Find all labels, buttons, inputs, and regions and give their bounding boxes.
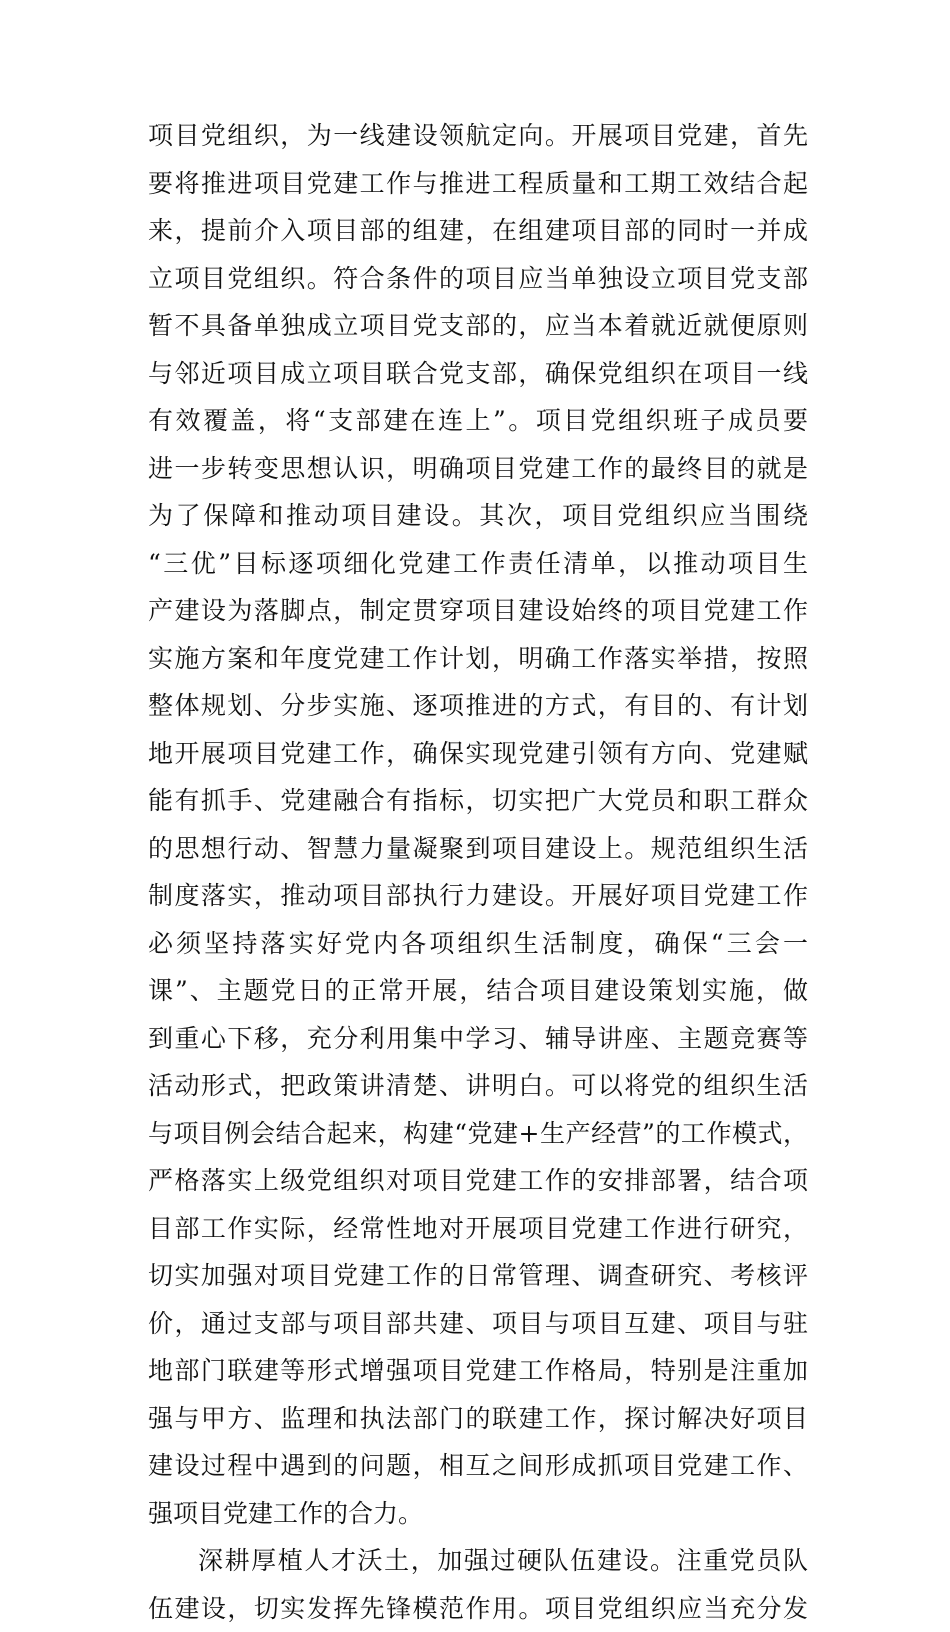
text-line: 价，通过支部与项目部共建、项目与项目互建、项目与驻 (148, 1300, 808, 1348)
text-line: 必须坚持落实好党内各项组织生活制度，确保“三会一 (148, 920, 808, 968)
text-line: 切实加强对项目党建工作的日常管理、调查研究、考核评 (148, 1252, 808, 1300)
text-line: 暂不具备单独成立项目党支部的，应当本着就近就便原则 (148, 302, 808, 350)
text-line: 立项目党组织。符合条件的项目应当单独设立项目党支部 (148, 255, 808, 303)
text-line: 活动形式，把政策讲清楚、讲明白。可以将党的组织生活 (148, 1062, 808, 1110)
text-line: 目部工作实际，经常性地对开展项目党建工作进行研究， (148, 1205, 808, 1253)
text-line: 来，提前介入项目部的组建，在组建项目部的同时一并成 (148, 207, 808, 255)
text-line: 地开展项目党建工作，确保实现党建引领有方向、党建赋 (148, 730, 808, 778)
text-line: 的思想行动、智慧力量凝聚到项目建设上。规范组织生活 (148, 825, 808, 873)
text-line: 强与甲方、监理和执法部门的联建工作，探讨解决好项目 (148, 1395, 808, 1443)
text-line: 与邻近项目成立项目联合党支部，确保党组织在项目一线 (148, 350, 808, 398)
text-line: 伍建设，切实发挥先锋模范作用。项目党组织应当充分发 (148, 1585, 808, 1632)
text-line: 地部门联建等形式增强项目党建工作格局，特别是注重加 (148, 1347, 808, 1395)
text-line: “三优”目标逐项细化党建工作责任清单，以推动项目生 (148, 540, 808, 588)
text-line: 建设过程中遇到的问题，相互之间形成抓项目党建工作、 (148, 1442, 808, 1490)
text-line: 深耕厚植人才沃土，加强过硬队伍建设。注重党员队 (148, 1537, 808, 1585)
text-line: 项目党组织，为一线建设领航定向。开展项目党建，首先 (148, 112, 808, 160)
text-line: 为了保障和推动项目建设。其次，项目党组织应当围绕 (148, 492, 808, 540)
text-line: 与项目例会结合起来，构建“党建+生产经营”的工作模式， (148, 1110, 808, 1158)
text-line: 制度落实，推动项目部执行力建设。开展好项目党建工作 (148, 872, 808, 920)
body-text (148, 112, 808, 1632)
text-line: 整体规划、分步实施、逐项推进的方式，有目的、有计划 (148, 682, 808, 730)
text-line: 强项目党建工作的合力。 (148, 1490, 808, 1538)
text-line: 课”、主题党日的正常开展，结合项目建设策划实施，做 (148, 967, 808, 1015)
text-line: 要将推进项目党建工作与推进工程质量和工期工效结合起 (148, 160, 808, 208)
text-line: 到重心下移，充分利用集中学习、辅导讲座、主题竞赛等 (148, 1015, 808, 1063)
text-line: 有效覆盖，将“支部建在连上”。项目党组织班子成员要 (148, 397, 808, 445)
text-line: 严格落实上级党组织对项目党建工作的安排部署，结合项 (148, 1157, 808, 1205)
text-line: 能有抓手、党建融合有指标，切实把广大党员和职工群众 (148, 777, 808, 825)
text-line: 实施方案和年度党建工作计划，明确工作落实举措，按照 (148, 635, 808, 683)
text-line: 进一步转变思想认识，明确项目党建工作的最终目的就是 (148, 445, 808, 493)
text-line: 产建设为落脚点，制定贯穿项目建设始终的项目党建工作 (148, 587, 808, 635)
